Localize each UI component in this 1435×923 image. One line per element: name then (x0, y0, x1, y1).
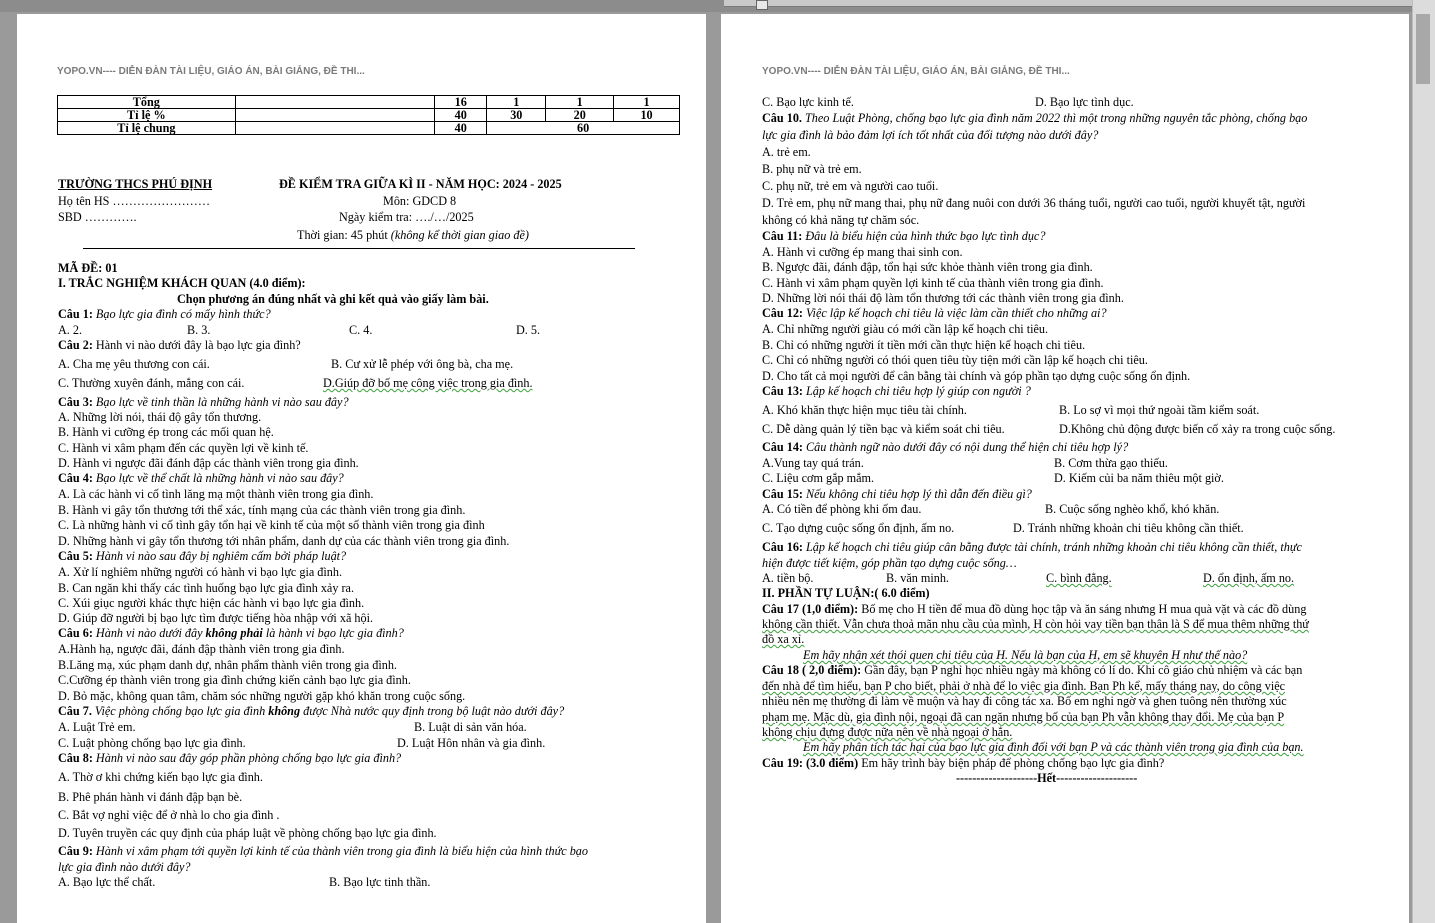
table-cell: 30 (487, 109, 546, 122)
ruler-indent-marker[interactable] (756, 0, 768, 10)
page-header: YOPO.VN---- DIỄN ĐÀN TÀI LIỆU, GIÁO ÁN, BÀI GIẢNG, ĐỀ THI... (762, 66, 1070, 77)
table-cell: 16 (435, 96, 487, 109)
question-6 (58, 626, 404, 640)
question-text: đến nhà để tìm hiểu, bạn P cho biết, phải ở nhà để lo việc gia đình. Bạn Ph kể, mấy tháng nay, do công việc (762, 679, 1286, 693)
answer-option: A. Luật Trẻ em. (58, 720, 136, 734)
answer-option: D. Cho tất cả mọi người để cân bằng tài chính và góp phần tạo dựng cuộc sống ổn định. (762, 369, 1191, 383)
answer-option: C. Xúi giục người khác thực hiện các hành vi bạo lực gia đình. (58, 596, 365, 610)
question-emphasis: không phải (205, 626, 263, 640)
exam-date: Ngày kiểm tra: …./…/2025 (339, 210, 474, 224)
answer-option: A. Những lời nói, thái độ gây tổn thương. (58, 410, 262, 424)
table-cell: 1 (614, 96, 680, 109)
end-marker: --------------------Hết-------------------- (956, 771, 1138, 785)
answer-option: A. 2. (58, 323, 83, 337)
duration-label: Thời gian: 45 phút (297, 228, 388, 242)
table-cell (235, 109, 434, 122)
question-label: Câu 17 (1,0 điểm): (762, 602, 859, 616)
question-8 (58, 751, 401, 765)
question-17 (762, 602, 1306, 616)
answer-option: A. Có tiền để phòng khi ốm đau. (762, 502, 922, 516)
page-header: YOPO.VN---- DIỄN ĐÀN TÀI LIỆU, GIÁO ÁN, BÀI GIẢNG, ĐỀ THI... (57, 66, 365, 77)
answer-option: B. văn minh. (886, 571, 949, 585)
table-cell (235, 122, 434, 135)
question-text: Bố mẹ cho H tiền để mua đồ dùng học tập và ăn sáng nhưng H mua quà vặt và các đồ dùng (861, 602, 1307, 616)
table-row (58, 109, 680, 122)
question-4 (58, 471, 344, 485)
answer-option: D. 5. (516, 323, 541, 337)
answer-option: C. Hành vi xâm phạm quyền lợi kinh tế của thành viên trong gia đình. (762, 276, 1104, 290)
answer-option: C. Là những hành vi cố tình gây tổn hại về kinh tế của một số thành viên trong gia đình (58, 518, 485, 532)
question-label: Câu 4: (58, 471, 93, 485)
question-label: Câu 6: (58, 626, 93, 640)
answer-option: B. Lo sợ vì mọi thứ ngoài tầm kiểm soát. (1059, 403, 1260, 417)
horizontal-ruler (724, 0, 1412, 7)
table-cell: 10 (614, 109, 680, 122)
answer-option: C. Dễ dàng quản lý tiền bạc và kiểm soát chi tiêu. (762, 422, 1005, 436)
answer-option: B.Lăng mạ, xúc phạm danh dự, nhân phẩm thành viên trong gia đình. (58, 658, 397, 672)
table-cell: Tổng (58, 96, 236, 109)
question-text: lực gia đình là bảo đảm lợi ích tốt nhất của đối tượng nào dưới đây? (762, 128, 1099, 142)
answer-option: B. Hành vi cưỡng ép trong các mối quan hệ. (58, 425, 274, 439)
question-text: Em hãy trình bày biện pháp để phòng chống bạo lực gia đình? (861, 756, 1165, 770)
question-label: Câu 9: (58, 844, 93, 858)
divider-line (83, 248, 635, 249)
answer-option: D. Luật Hôn nhân và gia đình. (397, 736, 546, 750)
answer-option: C. Bạo lực kinh tế. (762, 95, 854, 109)
question-task: Em hãy phân tích tác hại của bạo lực gia đình đối với bạn P và các thành viên trong gia đình của bạn. (803, 740, 1304, 754)
answer-option: C. Chỉ có những người có thói quen tiêu tùy tiện mới cần lập kế hoạch chi tiêu. (762, 353, 1148, 367)
question-2 (58, 338, 301, 352)
question-label: Câu 19: (3.0 điểm) (762, 756, 859, 770)
answer-option: A. Hành vi cưỡng ép mang thai sinh con. (762, 245, 963, 259)
table-cell: Tỉ lệ % (58, 109, 236, 122)
question-text: là hành vi bạo lực gia đình? (265, 626, 404, 640)
question-label: Câu 1: (58, 307, 93, 321)
answer-option: A.Vung tay quá trán. (762, 456, 864, 470)
question-13 (762, 384, 1031, 398)
question-7 (58, 704, 564, 718)
answer-option: D. ổn định, ấm no. (1203, 571, 1295, 585)
question-text: Hành vi nào sau đây bị nghiêm cấm bởi pháp luật? (95, 549, 347, 563)
vertical-scrollbar[interactable] (1412, 0, 1435, 923)
document-page-left (17, 14, 706, 923)
question-label: Câu 12: (762, 306, 803, 320)
table-row (58, 96, 680, 109)
school-name: TRƯỜNG THCS PHÚ ĐỊNH (58, 177, 213, 191)
answer-option: C. Thường xuyên đánh, mắng con cái. (58, 376, 245, 390)
table-cell (235, 96, 434, 109)
question-text: nhiều nên mẹ thường đi làm về muộn và hay đi công tác xa. Bố em nghi ngờ và ghen tuông nên thường xúc (762, 694, 1287, 708)
answer-option: A. Cha mẹ yêu thương con cái. (58, 357, 210, 371)
answer-option: D. Bạo lực tình dục. (1035, 95, 1134, 109)
question-5 (58, 549, 346, 563)
question-text: không cần thiết. Vẫn chưa thoả mãn nhu cầu của mình, H còn hỏi vay tiền bạn thân là S để mua thêm những thứ (762, 617, 1309, 631)
stats-table (57, 95, 680, 135)
answer-option: D. Những lời nói thái độ làm tổn thương tới các thành viên trong gia đình. (762, 291, 1124, 305)
answer-option: D.Không chủ động được biến cố xảy ra trong cuộc sống. (1059, 422, 1336, 436)
answer-option: C. Liệu cơm gắp mắm. (762, 471, 875, 485)
answer-option-continued: không có khả năng tự chăm sóc. (762, 213, 920, 227)
question-14 (762, 440, 1128, 454)
answer-option: D. Những hành vi gây tổn thương tới nhân phẩm, danh dự của các thành viên trong gia đình. (58, 534, 510, 548)
question-text: Đâu là biểu hiện của hình thức bạo lực tình dục? (805, 229, 1046, 243)
question-text: Lập kế hoạch chi tiêu hợp lý giúp con người ? (806, 384, 1031, 398)
answer-option: B. 3. (187, 323, 211, 337)
answer-option: D.Giúp đỡ bố mẹ công việc trong gia đình. (323, 376, 533, 390)
answer-option: D. Tránh những khoản chi tiêu không cần thiết. (1013, 521, 1244, 535)
exam-code: MÃ ĐỀ: 01 (58, 261, 118, 275)
answer-option: B. Cuộc sống nghèo khổ, khó khăn. (1045, 502, 1220, 516)
question-text: Lập kế hoạch chi tiêu giúp cân bằng được tài chính, tránh những khoản chi tiêu không cần thiết, thực (806, 540, 1302, 554)
table-row (58, 122, 680, 135)
question-text: không chịu đựng được nữa nên về nhà ngoại ở hẳn. (762, 725, 1013, 739)
answer-option: A. Xử lí nghiêm những người có hành vi bạo lực gia đình. (58, 565, 343, 579)
answer-option: A. trẻ em. (762, 145, 811, 159)
question-label: Câu 18 ( 2,0 điểm): (762, 663, 862, 677)
answer-option: A. Khó khăn thực hiện mục tiêu tài chính. (762, 403, 967, 417)
question-text: Hành vi nào dưới đây là bạo lực gia đình? (95, 338, 301, 352)
question-text: Bạo lực gia đình có mấy hình thức? (95, 307, 271, 321)
student-name-field: Họ tên HS …………………… (58, 194, 211, 208)
subject-label: Môn: GDCD 8 (383, 194, 457, 208)
question-text: Hành vi nào dưới đây (95, 626, 203, 640)
question-label: Câu 10. (762, 111, 802, 125)
table-cell: 1 (487, 96, 546, 109)
question-text: Hành vi nào sau đây góp phần phòng chống bạo lực gia đình? (95, 751, 402, 765)
question-19 (762, 756, 1164, 770)
question-text: lực gia đình nào dưới đây? (58, 860, 191, 874)
section-heading: II. PHẦN TỰ LUẬN:( 6.0 điểm) (762, 586, 930, 600)
answer-option: C. Luật phòng chống bạo lực gia đình. (58, 736, 246, 750)
exam-title: ĐỀ KIỂM TRA GIỮA KÌ II - NĂM HỌC: 2024 - 2025 (279, 177, 562, 191)
question-text: hiện được tiết kiệm, góp phần tạo dựng cuộc sống… (762, 556, 1017, 570)
question-1 (58, 307, 271, 321)
question-9 (58, 844, 588, 858)
question-text: Nếu không chi tiêu hợp lý thì dẫn đến điều gì? (806, 487, 1032, 501)
answer-option: B. Phê phán hành vi đánh đập bạn bè. (58, 790, 243, 804)
answer-option: D. Hành vi ngược đãi đánh đập các thành viên trong gia đình. (58, 456, 359, 470)
answer-option: C. Tạo dựng cuộc sống ổn định, ấm no. (762, 521, 955, 535)
question-label: Câu 15: (762, 487, 803, 501)
question-10 (762, 111, 1307, 125)
table-cell: 20 (546, 109, 614, 122)
answer-option: C. Hành vi xâm phạm đến các quyền lợi về kinh tế. (58, 441, 309, 455)
question-label: Câu 7. (58, 704, 92, 718)
question-15 (762, 487, 1032, 501)
question-text: được Nhà nước quy định trong bộ luật nào dưới đây? (303, 704, 565, 718)
question-3 (58, 395, 349, 409)
answer-option: B. phụ nữ và trẻ em. (762, 162, 862, 176)
question-text: Gần đây, bạn P nghỉ học nhiều ngày mà không có lí do. Khi cô giáo chủ nhiệm và các bạn (864, 663, 1303, 677)
answer-option: B. Chỉ có những người ít tiền mới cần thực hiện kế hoạch chi tiêu. (762, 338, 1086, 352)
answer-option: B. Luật di sản văn hóa. (414, 720, 527, 734)
question-label: Câu 16: (762, 540, 803, 554)
question-text: Việc lập kế hoạch chi tiêu là việc làm cần thiết cho những ai? (806, 306, 1107, 320)
duration-note: (không kể thời gian giao đề) (390, 228, 529, 242)
answer-option: B. Bạo lực tinh thần. (329, 875, 431, 889)
question-task: Em hãy nhận xét thói quen chi tiêu của H. Nếu là bạn của H, em sẽ khuyên H như thế nào? (803, 648, 1248, 662)
answer-option: A. tiền bộ. (762, 571, 814, 585)
question-label: Câu 11: (762, 229, 803, 243)
scrollbar-thumb[interactable] (1416, 14, 1430, 84)
question-text: Việc phòng chống bạo lực gia đình (94, 704, 266, 718)
question-16 (762, 540, 1302, 554)
answer-option: D. Kiếm củi ba năm thiêu một giờ. (1054, 471, 1224, 485)
table-cell: Tỉ lệ chung (58, 122, 236, 135)
answer-option: B. Ngược đãi, đánh đập, tổn hại sức khỏe thành viên trong gia đình. (762, 260, 1093, 274)
table-cell: 40 (435, 109, 487, 122)
answer-option: A. Thờ ơ khi chứng kiến bạo lực gia đình. (58, 770, 263, 784)
question-label: Câu 3: (58, 395, 93, 409)
answer-option: D. Giúp đỡ người bị bạo lực tìm được tiếng hòa nhập với xã hội. (58, 611, 374, 625)
question-text: Theo Luật Phòng, chống bạo lực gia đình năm 2022 thì một trong những nguyên tắc phòng, chống bạo (805, 111, 1308, 125)
question-label: Câu 8: (58, 751, 93, 765)
answer-option: B. Can ngăn khi thấy các tình huống bạo lực gia đình xảy ra. (58, 581, 354, 595)
sbd-field: SBD …………. (58, 210, 137, 224)
answer-option: A. Chỉ những người giàu có mới cần lập kế hoạch chi tiêu. (762, 322, 1049, 336)
answer-option: D. Bỏ mặc, không quan tâm, chăm sóc những người gặp khó khăn trong cuộc sống. (58, 689, 466, 703)
answer-option: A. Bạo lực thể chất. (58, 875, 156, 889)
section-heading: I. TRẮC NGHIỆM KHÁCH QUAN (4.0 điểm): (58, 276, 306, 290)
answer-option: C. bình đẳng. (1046, 571, 1112, 585)
question-text: đồ xa xỉ. (762, 632, 805, 646)
table-cell: 40 (435, 122, 487, 135)
question-text: Hành vi xâm phạm tới quyền lợi kinh tế của thành viên trong gia đình là biểu hiện của hình thức bạo (95, 844, 588, 858)
question-emphasis: không (268, 704, 301, 718)
table-cell: 60 (487, 122, 680, 135)
question-label: Câu 2: (58, 338, 93, 352)
question-text: Câu thành ngữ nào dưới đây có nội dung thể hiện chi tiêu hợp lý? (806, 440, 1129, 454)
instruction-text: Chọn phương án đúng nhất và ghi kết quả vào giấy làm bài. (177, 292, 489, 306)
question-12 (762, 306, 1107, 320)
answer-option: B. Cư xử lễ phép với ông bà, cha mẹ. (331, 357, 514, 371)
question-text: phạm mẹ. Mặc dù, gia đình nội, ngoại đã can ngăn nhưng bố của bạn Ph vẫn không thay đổi. Mẹ của bạn P (762, 710, 1285, 724)
answer-option: D. Trẻ em, phụ nữ mang thai, phụ nữ đang nuôi con dưới 36 tháng tuổi, người cao tuổi, người khuyết tật, người (762, 196, 1306, 210)
answer-option: A.Hành hạ, ngược đãi, đánh đập thành viên trong gia đình. (58, 642, 345, 656)
question-18 (762, 663, 1302, 677)
answer-option: B. Hành vi gây tổn thương tới thể xác, tính mạng của các thành viên trong gia đình. (58, 503, 466, 517)
question-label: Câu 13: (762, 384, 803, 398)
exam-duration (297, 228, 529, 242)
answer-option: C. 4. (349, 323, 373, 337)
question-label: Câu 14: (762, 440, 803, 454)
answer-option: C. Bắt vợ nghỉ việc để ở nhà lo cho gia đình . (58, 808, 280, 822)
answer-option: D. Tuyên truyền các quy định của pháp luật về phòng chống bạo lực gia đình. (58, 826, 437, 840)
answer-option: C.Cưỡng ép thành viên trong gia đình chứng kiến cảnh bạo lực gia đình. (58, 673, 411, 687)
question-text: Bạo lực về tinh thần là những hành vi nào sau đây? (95, 395, 349, 409)
question-11 (762, 229, 1045, 243)
question-text: Bạo lực về thể chất là những hành vi nào sau đây? (95, 471, 344, 485)
answer-option: C. phụ nữ, trẻ em và người cao tuổi. (762, 179, 939, 193)
document-page-right (721, 14, 1409, 923)
question-label: Câu 5: (58, 549, 93, 563)
answer-option: A. Là các hành vi cố tình lăng mạ một thành viên trong gia đình. (58, 487, 374, 501)
table-cell: 1 (546, 96, 614, 109)
answer-option: B. Cơm thừa gạo thiếu. (1054, 456, 1168, 470)
